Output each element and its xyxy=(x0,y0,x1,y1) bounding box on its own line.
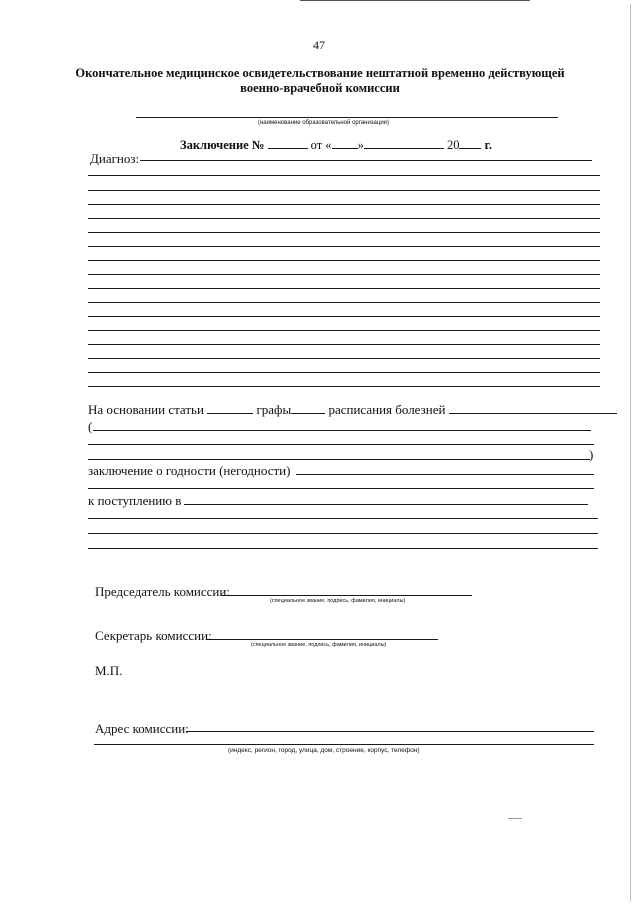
basis-paren-close: ) xyxy=(589,447,594,462)
page-number: 47 xyxy=(313,38,325,52)
basis-schedule-label: расписания болезней xyxy=(328,402,446,417)
admission-label: к поступлению в xyxy=(88,493,182,508)
conclusion-number-field[interactable] xyxy=(268,138,308,149)
basis-detail-line[interactable] xyxy=(88,444,594,445)
diagnosis-line[interactable] xyxy=(88,274,600,275)
conclusion-year-field[interactable] xyxy=(459,138,481,149)
fitness-label: заключение о годности (негодности) xyxy=(88,463,291,478)
address-label: Адрес комиссии: xyxy=(95,721,189,736)
article-field[interactable] xyxy=(207,403,253,414)
schedule-field[interactable] xyxy=(449,403,617,414)
conclusion-year-prefix: 20 xyxy=(446,138,460,152)
diagnosis-line[interactable] xyxy=(88,358,600,359)
address-caption: (индекс, регион, город, улица, дом, строение, корпус, телефон) xyxy=(228,747,420,754)
diagnosis-line[interactable] xyxy=(88,260,600,261)
diagnosis-line[interactable] xyxy=(88,175,600,176)
scan-edge-right xyxy=(630,4,631,901)
seal-label: М.П. xyxy=(95,663,123,678)
diagnosis-line[interactable] xyxy=(88,288,600,289)
diagnosis-line[interactable] xyxy=(88,330,600,331)
admission-field[interactable] xyxy=(184,504,588,505)
diagnosis-field-first-line[interactable] xyxy=(140,160,592,161)
graph-field[interactable] xyxy=(291,403,325,414)
address-field[interactable] xyxy=(186,731,594,732)
fitness-field[interactable] xyxy=(296,474,594,475)
conclusion-month-field[interactable] xyxy=(364,138,444,149)
conclusion-label: Заключение № xyxy=(180,138,265,152)
admission-line[interactable] xyxy=(88,548,598,549)
basis-detail-line[interactable] xyxy=(93,430,591,431)
chairman-caption: (специальное звание, подпись, фамилия, инициалы) xyxy=(270,598,406,604)
chairman-label: Председатель комиссии: xyxy=(95,584,230,599)
diagnosis-line[interactable] xyxy=(88,190,600,191)
diagnosis-line[interactable] xyxy=(88,204,600,205)
conclusion-year-suffix: г. xyxy=(484,138,492,152)
diagnosis-line[interactable] xyxy=(88,316,600,317)
address-field-line2[interactable] xyxy=(94,744,594,745)
secretary-signature-field[interactable] xyxy=(206,639,438,640)
admission-line[interactable] xyxy=(88,533,598,534)
conclusion-line xyxy=(180,138,492,152)
diagnosis-line[interactable] xyxy=(88,344,600,345)
diagnosis-line[interactable] xyxy=(88,372,600,373)
conclusion-day-field[interactable] xyxy=(332,138,358,149)
secretary-label: Секретарь комиссии: xyxy=(95,628,212,643)
organization-name-field[interactable] xyxy=(136,117,558,118)
diagnosis-line[interactable] xyxy=(88,232,600,233)
diagnosis-line[interactable] xyxy=(88,246,600,247)
basis-graph-label: графы xyxy=(256,402,292,417)
secretary-caption: (специальное звание, подпись, фамилия, инициалы) xyxy=(251,642,387,648)
form-title-line1: Окончательное медицинское освидетельствование нештатной временно действующей xyxy=(75,66,565,80)
form-title-line2: военно-врачебной комиссии xyxy=(240,81,400,95)
basis-line xyxy=(88,403,617,417)
admission-line[interactable] xyxy=(88,518,598,519)
fitness-field-line2[interactable] xyxy=(88,488,594,489)
chairman-signature-field[interactable] xyxy=(222,595,472,596)
diagnosis-line[interactable] xyxy=(88,218,600,219)
organization-caption: (наименование образовательной организации) xyxy=(258,120,390,126)
diagnosis-line[interactable] xyxy=(88,386,600,387)
scan-edge-top xyxy=(300,0,530,1)
conclusion-from-label: от « xyxy=(310,138,332,152)
diagnosis-label: Диагноз: xyxy=(90,151,140,166)
basis-paren-open: ( xyxy=(88,419,93,434)
basis-detail-line[interactable] xyxy=(88,459,590,460)
conclusion-quote-close: » xyxy=(357,138,364,152)
basis-article-label: На основании статьи xyxy=(88,402,204,417)
scan-speck xyxy=(508,818,522,819)
diagnosis-line[interactable] xyxy=(88,302,600,303)
